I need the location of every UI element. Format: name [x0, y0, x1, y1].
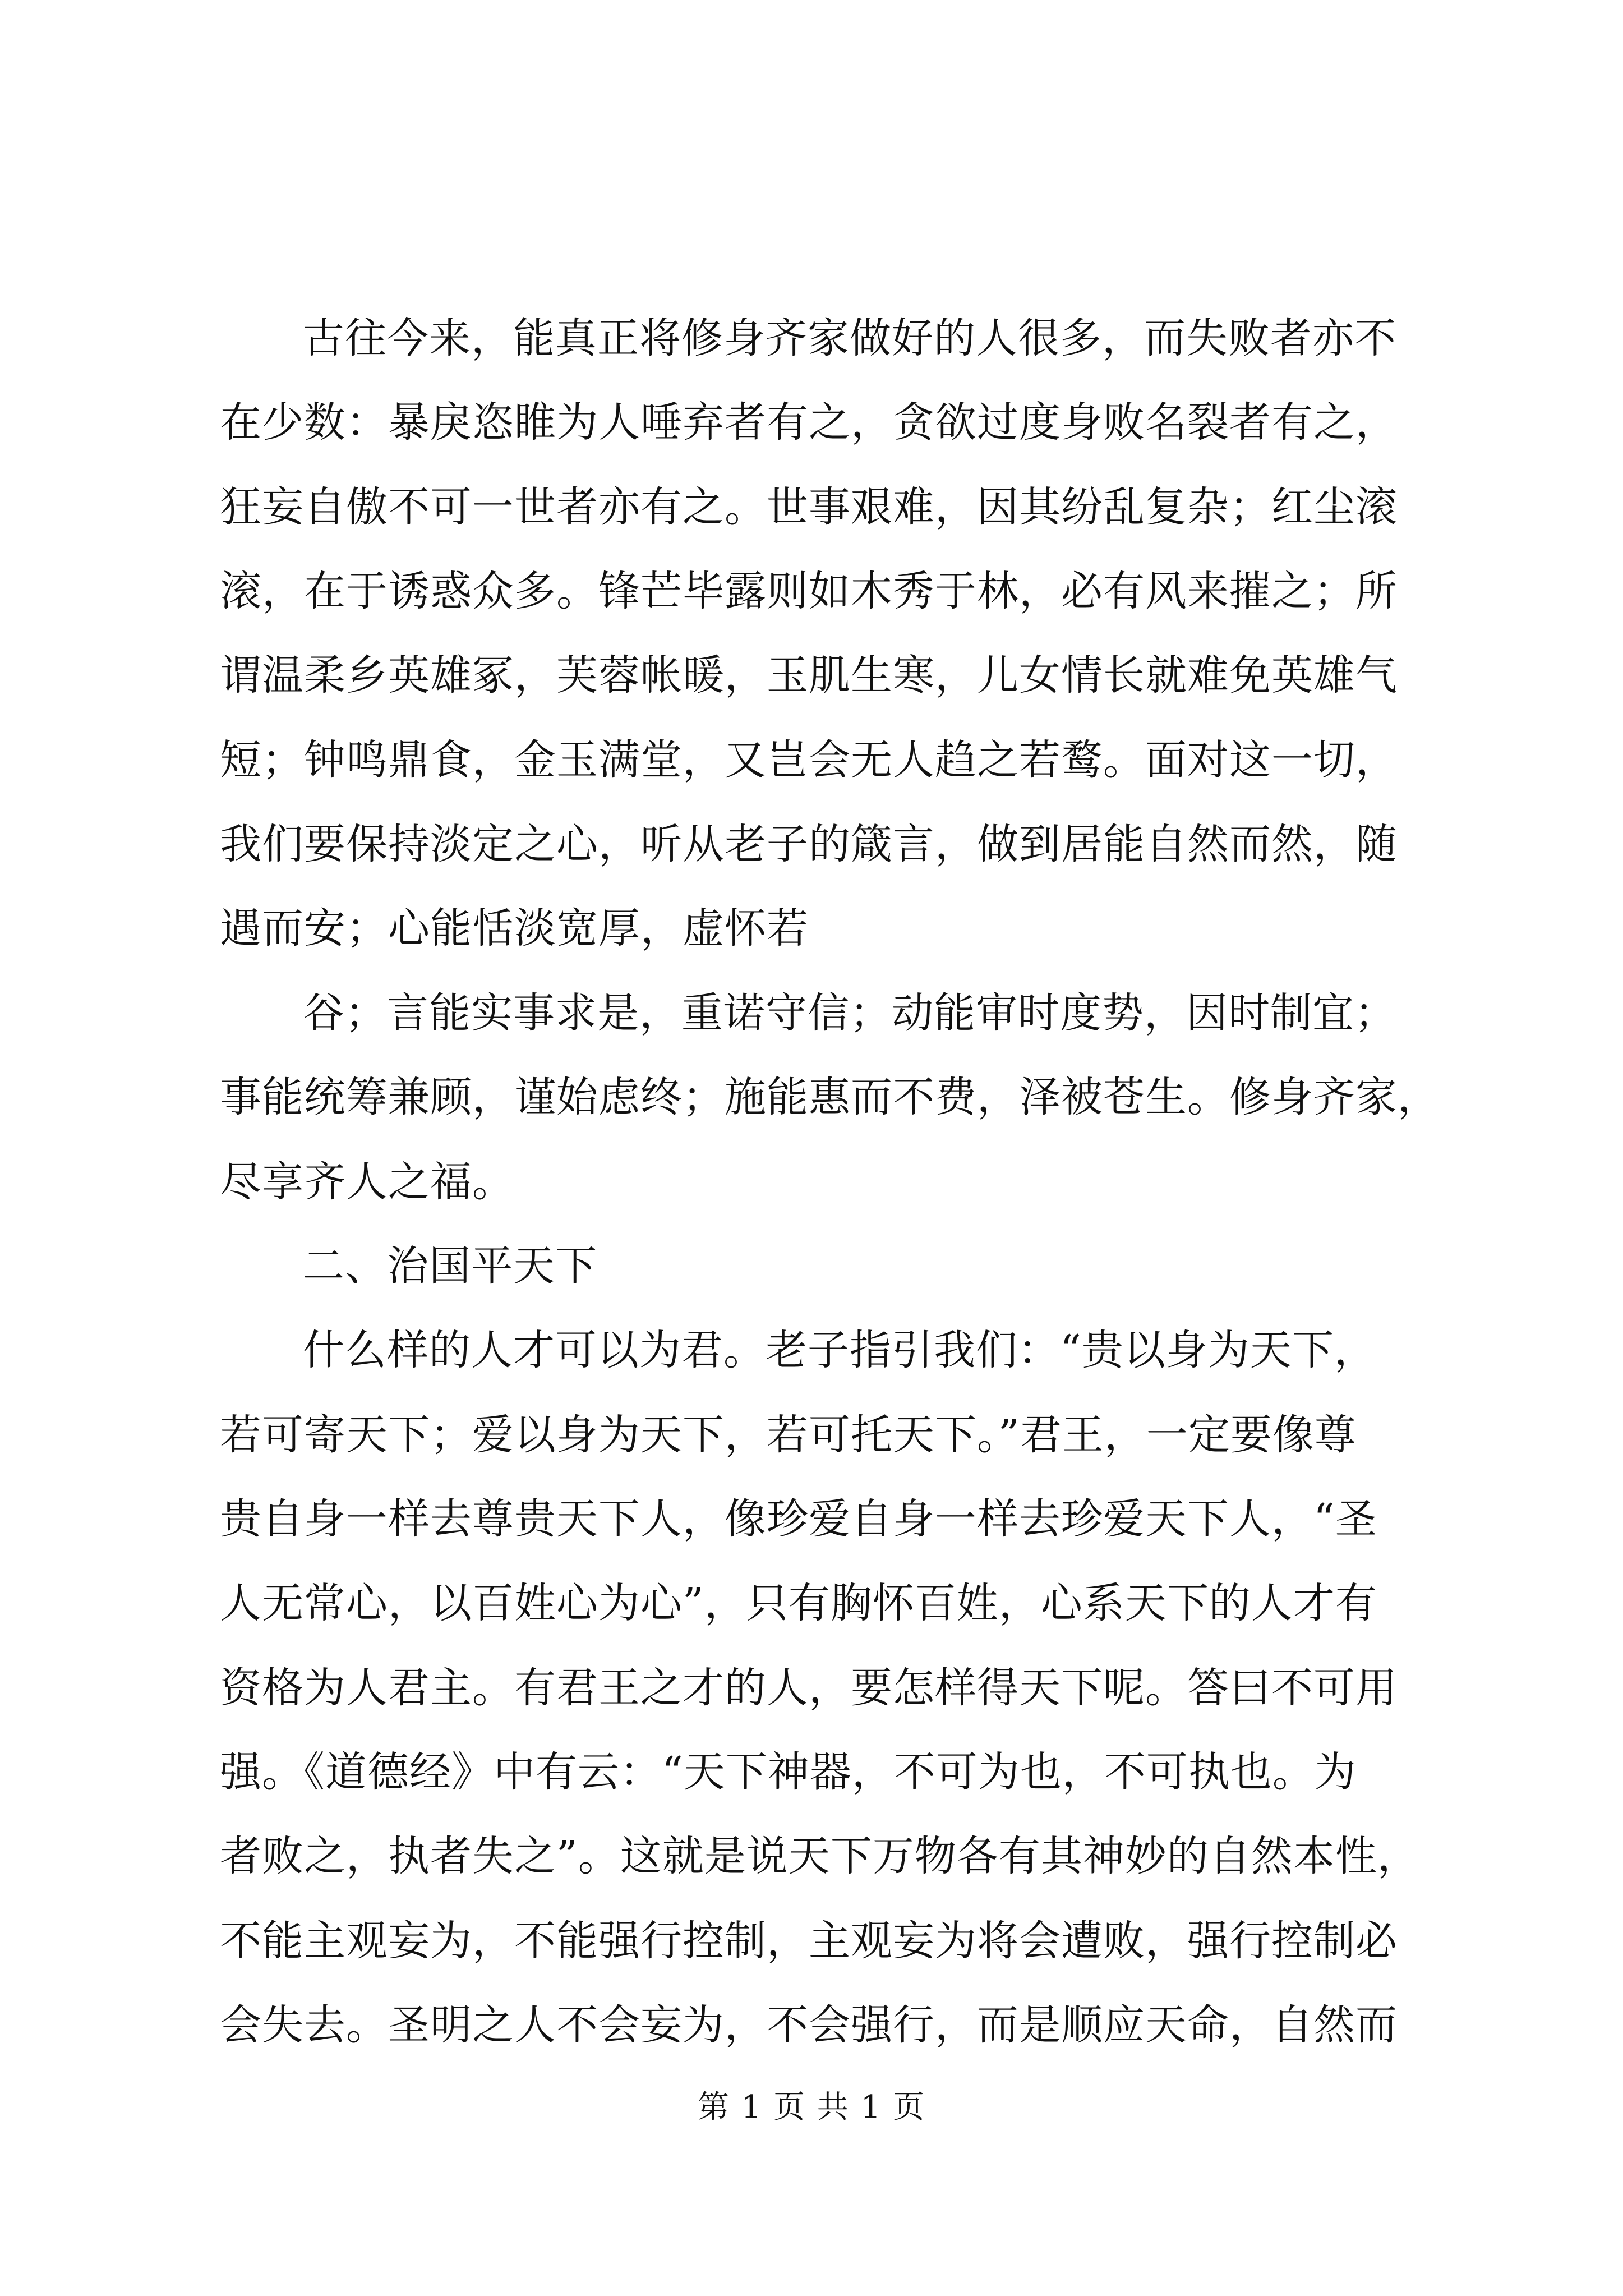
text-line-13: 什么样的人才可以为君。老子指引我们：“贵以身为天下，: [303, 1326, 1376, 1375]
text-line-5: 谓温柔乡英雄冢，芙蓉帐暖，玉肌生寒，儿女情长就难免英雄气: [220, 651, 1398, 700]
text-line-4: 滚，在于诱惑众多。锋芒毕露则如木秀于林，必有风来摧之；所: [220, 567, 1398, 616]
text-line-14: 若可寄天下；爱以身为天下，若可托天下。”君王，一定要像尊: [220, 1410, 1357, 1459]
text-line-15: 贵自身一样去尊贵天下人，像珍爱自身一样去珍爱天下人，“圣: [220, 1494, 1377, 1543]
text-line-21: 会失去。圣明之人不会妄为，不会强行，而是顺应天命，自然而: [220, 2001, 1398, 2049]
text-line-7: 我们要保持淡定之心，听从老子的箴言，做到居能自然而然，随: [220, 820, 1398, 869]
section-heading: 二、治国平天下: [303, 1241, 597, 1290]
text-line-9: 谷；言能实事求是，重诺守信；动能审时度势，因时制宜；: [303, 988, 1396, 1037]
text-line-10: 事能统筹兼顾，谨始虑终；施能惠而不费，泽被苍生。修身齐家，: [220, 1073, 1440, 1122]
text-line-11: 尽享齐人之福。: [220, 1157, 514, 1206]
text-line-3: 狂妄自傲不可一世者亦有之。世事艰难，因其纷乱复杂；红尘滚: [220, 482, 1398, 531]
text-line-17: 资格为人君主。有君王之才的人，要怎样得天下呢。答曰不可用: [220, 1663, 1398, 1712]
text-line-16: 人无常心，以百姓心为心”，只有胸怀百姓，心系天下的人才有: [220, 1579, 1377, 1628]
text-line-20: 不能主观妄为，不能强行控制，主观妄为将会遭败，强行控制必: [220, 1916, 1398, 1965]
text-line-18: 强。《道德经》中有云：“天下神器，不可为也，不可执也。为: [220, 1747, 1357, 1796]
page-footer: 第 1 页 共 1 页: [697, 2089, 926, 2125]
text-line-2: 在少数：暴戾恣睢为人唾弃者有之，贪欲过度身败名裂者有之，: [220, 398, 1398, 447]
text-line-6: 短；钟鸣鼎食，金玉满堂，又岂会无人趋之若鹜。面对这一切，: [220, 735, 1398, 784]
text-line-1: 古往今来，能真正将修身齐家做好的人很多，而失败者亦不: [303, 314, 1396, 362]
text-line-19: 者败之，执者失之”。这就是说天下万物各有其神妙的自然本性，: [220, 1832, 1419, 1881]
text-line-8: 遇而安；心能恬淡宽厚，虚怀若: [220, 904, 809, 953]
